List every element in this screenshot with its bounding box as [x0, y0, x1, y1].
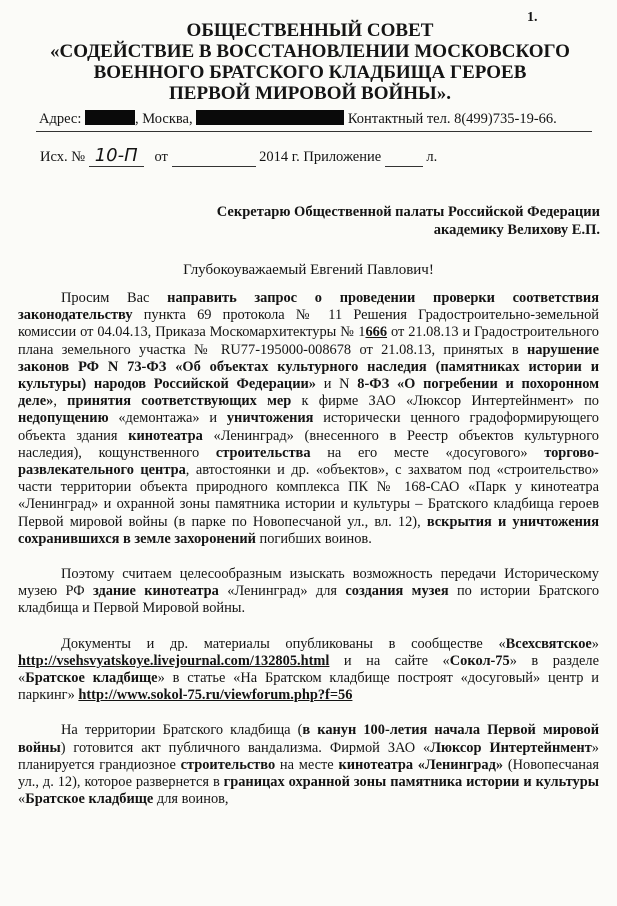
text-run: Сокол-75	[449, 652, 510, 669]
link-livejournal[interactable]: http://vsehsvyatskoye.livejournal.com/132805.html	[18, 652, 330, 669]
text-run: Братское кладбище	[25, 670, 158, 687]
text-run: «Ленинград» (внесенного в Реестр объектов культурного наследия), кощунственного	[18, 427, 599, 461]
text-run: строительства	[215, 444, 311, 461]
text-run: »	[591, 635, 599, 652]
text-run: ,	[53, 393, 68, 410]
text-run: недопущению	[18, 410, 109, 427]
text-run: , автостоянки и др. «объектов», с захватом под «строительство» части территории объекта природного комплекса ПК № 168-САО «Парк у кинотеатра «Ленинград» и охранной зоны памятника истории и культуры – Братского кладбища героев Первой мировой войны (в парке по Новопесчаной ул., вл. 12),	[18, 462, 599, 530]
address-line	[39, 110, 599, 128]
text-run: На территории Братского кладбища (	[61, 722, 303, 739]
paragraph-vandalism	[18, 722, 599, 808]
paragraph-request	[18, 290, 599, 548]
addressee-block	[160, 203, 600, 239]
text-run: «Ленинград» для	[218, 583, 346, 600]
text-run: от 21.08.13 и Градостроительного плана земельного участка № RU77-195000-008678 от 21.08.13, принятых в	[18, 324, 599, 358]
letterhead-line-2: «СОДЕЙСТВИЕ В ВОССТАНОВЛЕНИИ МОСКОВСКОГО	[50, 41, 570, 62]
header-divider	[36, 131, 592, 132]
text-run: на месте	[275, 756, 339, 773]
text-run: в канун 100-летия начала Первой мировой войны	[18, 722, 599, 756]
address-city: , Москва,	[135, 111, 193, 127]
link-sokol75[interactable]: http://www.sokol-75.ru/viewforum.php?f=56	[78, 687, 353, 704]
text-run: вскрытия и уничтожения сохранившихся в земле захоронений	[18, 513, 599, 547]
text-run: » в статье «На Братском кладбище построят «досуговый» центр и паркинг»	[18, 670, 599, 704]
text-run: исторически ценного градоформирующего объекта здания	[18, 410, 600, 444]
text-run: пункта 69 протокола № 11 Решения Градостроительно-земельной комиссии от 04.04.13, Приказа Москомархитектуры № 1	[18, 307, 599, 341]
addressee-line-1: Секретарю Общественной палаты Российской Федерации	[216, 204, 600, 220]
page-number: 1.	[527, 10, 538, 25]
reference-from-label: от	[154, 149, 168, 165]
reference-label: Исх. №	[40, 149, 86, 165]
text-run: для воинов,	[153, 791, 229, 808]
text-run: Документы и др. материалы опубликованы в сообществе «	[61, 635, 506, 652]
handwritten-reference-number: 10-П	[89, 145, 144, 167]
text-run: «	[18, 791, 26, 808]
text-run: Поэтому считаем целесообразным изыскать возможность передачи Историческому музею РФ	[18, 566, 599, 600]
text-run: принятия соответствующих мер	[67, 393, 292, 410]
text-run: здание кинотеатра	[92, 583, 219, 600]
text-run: на его месте «досугового»	[310, 444, 545, 461]
address-label: Адрес:	[39, 111, 82, 127]
text-run: погибших воинов.	[255, 530, 372, 547]
text-run: строительство	[180, 756, 276, 773]
text-run: «демонтажа» и	[108, 410, 227, 427]
text-run: » в разделе «	[18, 652, 599, 687]
text-run: направить запрос о проведении проверки соответствия законодательству	[18, 290, 600, 324]
text-run: (Новопесчаная ул., д. 12), которое развернется в	[18, 756, 599, 791]
text-run: к фирме ЗАО «Люксор Интертейнмент» по	[291, 393, 600, 410]
reference-sheets: л.	[426, 149, 438, 165]
date-blank	[172, 152, 256, 167]
text-run: Братское кладбище	[25, 791, 154, 808]
attachment-blank	[385, 152, 423, 167]
letterhead	[40, 20, 580, 104]
letter-body	[18, 290, 599, 808]
redaction-block	[196, 110, 344, 125]
addressee-line-2: академику Велихову Е.П.	[433, 222, 600, 238]
text-run: нарушение законов РФ N 73-ФЗ «Об объектах культурного наследия (памятниках истории и культуры) народов Российской Федерации»	[18, 341, 599, 393]
text-run: Всехсвятское	[505, 635, 592, 652]
contact-phone: Контактный тел. 8(499)735-19-66.	[347, 111, 557, 127]
reference-year: 2014 г. Приложение	[259, 149, 382, 165]
text-run: Просим Вас	[61, 290, 168, 306]
redaction-block	[85, 110, 135, 125]
text-run: » планируется грандиозное	[18, 739, 599, 773]
text-run: по истории Братского кладбища и Первой Мировой войны.	[18, 583, 600, 617]
text-run: Люксор Интертейнмент	[430, 739, 592, 756]
text-run: кинотеатра	[128, 427, 203, 444]
letterhead-line-3: ВОЕННОГО БРАТСКОГО КЛАДБИЩА ГЕРОЕВ	[93, 62, 527, 83]
text-run: границах охранной зоны памятника истории и культуры	[223, 774, 599, 791]
text-run: 8-ФЗ «О погребении и похоронном деле»	[18, 376, 599, 410]
paragraph-publications	[18, 636, 599, 705]
text-run: 666	[365, 324, 388, 341]
paragraph-museum-proposal	[18, 566, 599, 618]
salutation: Глубокоуважаемый Евгений Павлович!	[183, 262, 434, 278]
letterhead-line-1: ОБЩЕСТВЕННЫЙ СОВЕТ	[186, 20, 434, 41]
letterhead-line-4: ПЕРВОЙ МИРОВОЙ ВОЙНЫ».	[169, 83, 451, 104]
text-run: кинотеатра «Ленинград»	[338, 756, 504, 773]
text-run: и N	[315, 376, 358, 393]
text-run: ) готовится акт публичного вандализма. Фирмой ЗАО «	[60, 739, 431, 756]
text-run: торгово-развлекательного центра	[18, 444, 599, 479]
text-run: уничтожения	[226, 410, 314, 427]
text-run: и на сайте «	[329, 652, 450, 669]
outgoing-reference	[40, 145, 437, 167]
text-run: создания музея	[345, 583, 449, 600]
